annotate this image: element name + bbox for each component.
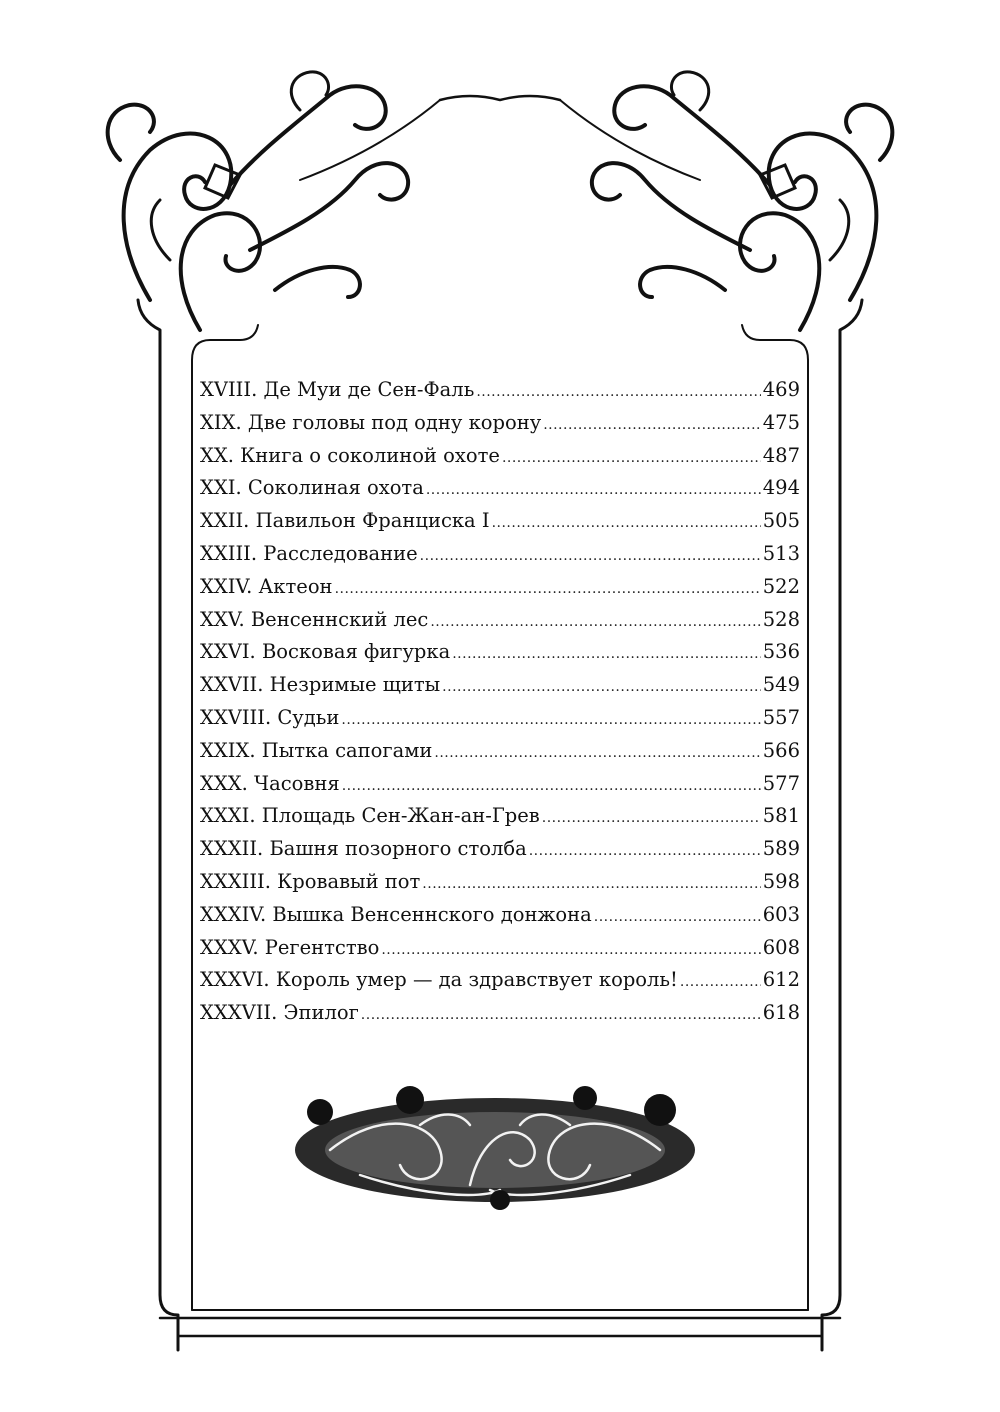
toc-entry[interactable] [200, 964, 800, 997]
toc-entry-page: 612 [762, 968, 800, 992]
toc-entry-title: XXXIII. Кровавый пот [200, 869, 421, 893]
toc-leader-dots [543, 409, 761, 442]
floral-vignette-icon [295, 1086, 695, 1210]
toc-entry-page: 494 [762, 476, 800, 500]
toc-leader-dots [342, 770, 761, 803]
toc-entry-page: 505 [762, 509, 800, 533]
toc-entry[interactable] [200, 899, 800, 932]
toc-entry[interactable] [200, 932, 800, 965]
toc-entry[interactable] [200, 636, 800, 669]
toc-entry-title: XXXVII. Эпилог [200, 1001, 359, 1025]
toc-leader-dots [335, 573, 761, 606]
table-of-contents [200, 374, 800, 1030]
toc-entry-title: XXXII. Башня позорного столба [200, 837, 527, 861]
toc-entry-page: 513 [762, 541, 800, 565]
toc-entry-page: 487 [762, 443, 800, 467]
toc-entry-title: XIX. Две головы под одну корону [200, 410, 542, 434]
toc-entry[interactable] [200, 604, 800, 637]
toc-entry-title: XXXVI. Король умер — да здравствует король! [200, 968, 678, 992]
toc-leader-dots [341, 704, 760, 737]
toc-entry-page: 522 [762, 574, 800, 598]
toc-leader-dots [361, 999, 761, 1032]
toc-entry-page: 608 [762, 935, 800, 959]
toc-entry-page: 598 [762, 869, 800, 893]
toc-entry[interactable] [200, 768, 800, 801]
toc-entry-title: XXV. Венсеннский лес [200, 607, 429, 631]
toc-entry[interactable] [200, 538, 800, 571]
toc-entry[interactable] [200, 440, 800, 473]
toc-entry[interactable] [200, 374, 800, 407]
toc-leader-dots [430, 606, 760, 639]
toc-entry-title: XVIII. Де Муи де Сен-Фаль [200, 378, 475, 401]
toc-entry-title: XXX. Часовня [200, 771, 340, 795]
toc-entry-title: XXIX. Пытка сапогами [200, 738, 433, 762]
toc-leader-dots [426, 474, 761, 507]
toc-entry-title: XXXIV. Вышка Венсеннского донжона [200, 902, 592, 926]
toc-entry-title: XXI. Соколиная охота [200, 476, 424, 500]
toc-entry-page: 469 [762, 378, 800, 401]
toc-entry[interactable] [200, 702, 800, 735]
toc-leader-dots [381, 934, 760, 967]
toc-leader-dots [502, 442, 761, 475]
toc-entry-page: 566 [762, 738, 800, 762]
toc-leader-dots [420, 540, 761, 573]
toc-entry[interactable] [200, 669, 800, 702]
toc-leader-dots [442, 671, 761, 704]
toc-entry-title: XXXV. Регентство [200, 935, 380, 959]
toc-entry-title: XXVII. Незримые щиты [200, 673, 441, 697]
toc-entry[interactable] [200, 735, 800, 768]
toc-entry[interactable] [200, 472, 800, 505]
toc-leader-dots [492, 507, 761, 540]
toc-entry-title: XX. Книга о соколиной охоте [200, 443, 500, 467]
toc-entry-title: XXVIII. Судьи [200, 705, 340, 729]
toc-leader-dots [594, 901, 761, 934]
toc-entry-page: 536 [762, 640, 800, 664]
toc-entry-page: 475 [762, 410, 800, 434]
toc-leader-dots [452, 638, 761, 671]
toc-entry[interactable] [200, 407, 800, 440]
toc-entry-page: 589 [762, 837, 800, 861]
toc-leader-dots [434, 737, 760, 770]
toc-entry[interactable] [200, 505, 800, 538]
toc-entry-title: XXIII. Расследование [200, 541, 418, 565]
toc-entry-title: XXVI. Восковая фигурка [200, 640, 451, 664]
toc-entry[interactable] [200, 866, 800, 899]
toc-entry-page: 618 [762, 1001, 800, 1025]
toc-entry-page: 557 [762, 705, 800, 729]
toc-entry-page: 528 [762, 607, 800, 631]
toc-leader-dots [529, 835, 761, 868]
left-corner-ornament-icon [108, 72, 408, 330]
toc-entry[interactable] [200, 997, 800, 1030]
toc-leader-dots [422, 868, 760, 901]
toc-entry-page: 549 [762, 673, 800, 697]
toc-entry-page: 603 [762, 902, 800, 926]
toc-entry-title: XXXI. Площадь Сен-Жан-ан-Грев [200, 804, 540, 828]
toc-entry[interactable] [200, 833, 800, 866]
toc-entry[interactable] [200, 571, 800, 604]
toc-leader-dots [542, 802, 761, 835]
toc-entry-title: XXII. Павильон Франциска I [200, 509, 490, 533]
right-corner-ornament-icon [592, 72, 892, 330]
toc-entry-page: 581 [762, 804, 800, 828]
toc-leader-dots [680, 966, 761, 999]
toc-entry-title: XXIV. Актеон [200, 574, 333, 598]
toc-entry-page: 577 [762, 771, 800, 795]
toc-entry[interactable] [200, 800, 800, 833]
toc-leader-dots [476, 376, 760, 409]
